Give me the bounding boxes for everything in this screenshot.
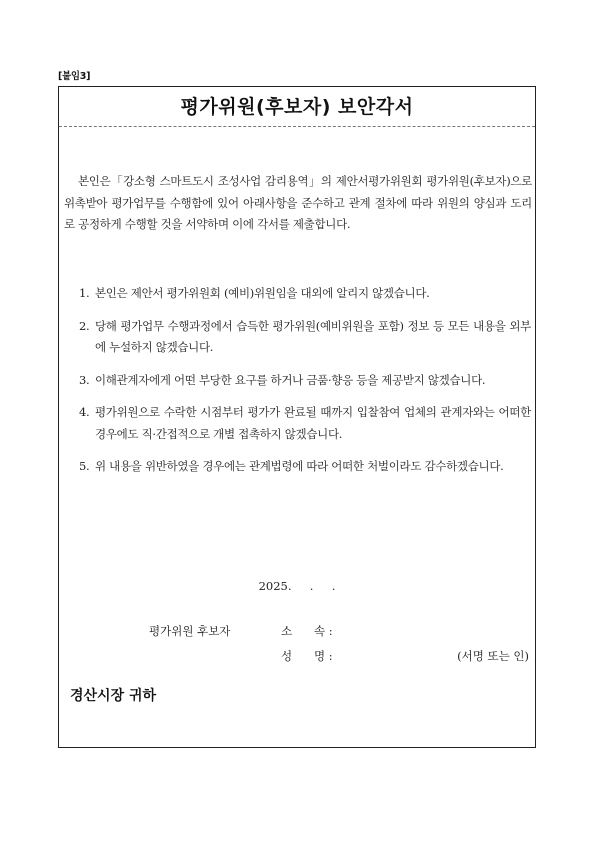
pledge-text: 이해관계자에게 어떤 부당한 요구를 하거나 금품·향응 등을 제공받지 않겠습니다. [95,372,486,387]
addressee: 경산시장 귀하 [70,688,157,704]
pledge-number: 5. [79,459,90,473]
pledge-number: 1. [79,286,90,300]
pledge-number: 3. [79,372,90,387]
intro-paragraph: 본인은「강소형 스마트도시 조성사업 감리용역」의 제안서평가위원회 평가위원(후보자)으로 위촉받아 평가업무를 수행함에 있어 아래사항을 준수하고 관계 절차에 따라 위원의 양심과 도리로 공정하게 수행할 것을 서약하며 이에 각서를 제출합니다. [64,174,532,231]
pledge-item [79,283,531,305]
pledge-text: 본인은 제안서 평가위원회 (예비)위원임을 대외에 알리지 않겠습니다. [95,286,430,300]
pledge-item [79,456,531,478]
pledge-number: 4. [79,405,90,419]
signature-note: (서명 또는 인) [457,649,529,663]
title-bar [59,87,535,127]
affiliation-label: 소 속 : [281,624,333,638]
pledge-text: 평가위원으로 수락한 시점부터 평가가 완료될 때까지 입찰참여 업체의 관계자와는 어떠한 경우에도 직·간접적으로 개별 접촉하지 않겠습니다. [95,405,531,441]
pledge-item [79,316,531,359]
date-line: 2025. . . [258,579,336,593]
pledge-text: 당해 평가업무 수행과정에서 습득한 평가위원(예비위원을 포함) 정보 등 모든 내용을 외부에 누설하지 않겠습니다. [95,318,531,354]
name-label: 성 명 : [281,649,333,663]
pledge-item [79,370,531,392]
attachment-label: [붙임3] [58,71,91,82]
pledge-text: 위 내용을 위반하였을 경우에는 관계법령에 따라 어떠한 처벌이라도 감수하겠습니다. [95,459,504,473]
pledge-item [79,402,531,445]
pledge-number: 2. [79,318,90,333]
document-title: 평가위원(후보자) 보안각서 [180,96,414,118]
pledge-list [79,283,531,489]
pledge-document [58,86,536,748]
signer-role: 평가위원 후보자 [149,624,231,638]
